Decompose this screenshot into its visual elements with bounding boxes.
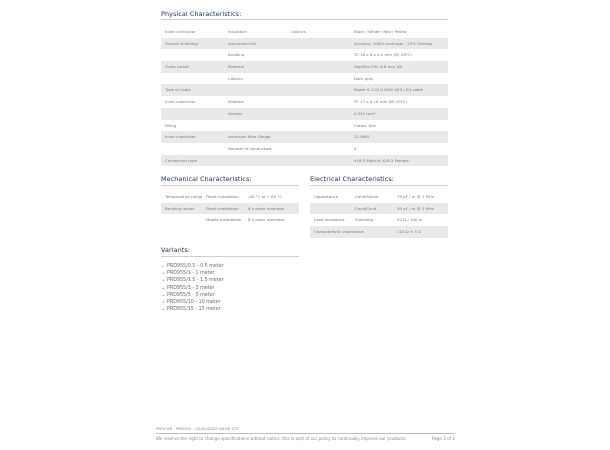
table-cell: 52 Ω / 100 m	[397, 217, 423, 223]
table-cell: Inner conductor	[165, 134, 196, 140]
table-cell: Highflex PVC 6.8 mm (Ø)	[354, 64, 403, 70]
list-item: • PRD955/1.5 - 1.5 meter	[162, 277, 224, 284]
table-row	[161, 96, 448, 108]
table-cell: American Wire Gauge	[228, 134, 271, 140]
physical-rule	[161, 19, 448, 20]
table-cell: Capacitance	[314, 194, 339, 199]
footer-doc-id: PROCAB - PRD955 - 02/02/2022 08:00 UTC	[156, 426, 240, 431]
table-row	[161, 214, 299, 226]
table-cell: Material	[228, 99, 244, 105]
table-cell: Cotton Yarn	[354, 122, 377, 128]
table-cell: 4	[354, 145, 357, 151]
table-row	[161, 108, 448, 120]
table-row	[310, 191, 448, 203]
table-cell: Aluminium foil	[228, 40, 257, 46]
table-cell: Inner conductor	[165, 99, 196, 105]
table-cell: Power & 110 Ω DMX AES / EQ cable	[354, 87, 423, 93]
table-cell: Braiding	[228, 52, 245, 58]
electrical-table	[310, 191, 448, 238]
table-row	[161, 155, 448, 167]
table-cell: TC 16 x 8 x 0.1 mm (Ø) (OFC)	[354, 52, 412, 58]
table-cell: Lead resistance	[314, 217, 345, 223]
table-cell: 0.342 mm²	[354, 110, 376, 116]
footer-page-number: Page 2 of 2	[432, 436, 455, 441]
table-row	[161, 26, 448, 38]
table-row	[161, 61, 448, 73]
table-cell: Insulation	[228, 29, 248, 34]
list-item: • PRD955/10 - 10 meter	[162, 299, 224, 306]
table-cell: Cond/Cond.	[355, 205, 378, 211]
table-cell: -40 °C to + 80 °C	[248, 194, 282, 199]
table-row	[161, 120, 448, 132]
table-cell: Mobile installation	[206, 217, 242, 223]
table-row	[161, 131, 448, 143]
variants-title: Variants:	[161, 246, 191, 254]
table-cell: Filling	[165, 122, 177, 128]
table-row	[161, 49, 448, 61]
footer-rule	[156, 433, 454, 434]
list-item: • PRD955/5 - 5 meter	[162, 292, 224, 299]
list-item: • PRD955/3 - 3 meter	[162, 285, 224, 292]
table-row	[161, 84, 448, 96]
table-row	[161, 191, 299, 203]
table-cell: Section	[228, 110, 243, 116]
table-row	[310, 226, 448, 238]
table-cell: 8 x outer diameter	[248, 217, 285, 223]
table-cell: Colours	[228, 75, 243, 81]
mechanical-rule	[161, 185, 299, 186]
table-row	[161, 203, 299, 215]
table-cell: Al-mylar, 100% coverage - 25% Overlap	[354, 40, 433, 46]
table-cell: 50 pF / m @ 1 MHz	[397, 205, 434, 211]
table-row	[310, 214, 448, 226]
electrical-rule	[310, 185, 448, 186]
table-cell: Connection type	[165, 157, 197, 163]
table-cell: Outer jacket	[165, 64, 189, 70]
variants-rule	[161, 256, 299, 257]
table-cell: Colours	[291, 29, 306, 34]
list-item: • PRD955/0.5 - 0.5 meter	[162, 263, 224, 270]
table-cell: 22 AWG	[354, 134, 370, 140]
list-item: • PRD955/15 - 15 meter	[162, 306, 224, 313]
table-row	[161, 73, 448, 85]
electrical-title: Electrical Characteristics:	[310, 175, 395, 183]
table-cell: 79 pF / m @ 1 MHz	[397, 194, 434, 199]
table-cell: Characteristic impedance	[314, 229, 364, 235]
table-cell: 110 Ω ± 3 Ω	[397, 229, 422, 235]
table-row	[161, 38, 448, 50]
table-cell: Type of cable	[165, 87, 191, 93]
table-cell: Dark grey	[354, 75, 374, 81]
table-cell: Fixed installation	[206, 194, 239, 199]
table-row	[310, 203, 448, 215]
table-cell: TC 17 x 0.16 mm (Ø) (OFC)	[354, 99, 407, 105]
mechanical-table	[161, 191, 299, 226]
physical-table	[161, 26, 448, 166]
table-cell: Temperature range	[165, 194, 203, 199]
table-cell: Cond/Shield	[355, 194, 379, 199]
table-cell: Fixed installation	[206, 205, 239, 211]
footer-note: We reserve the right to change specifications without notice, this is part of our policy to continually improve our products.	[156, 436, 407, 441]
table-cell: Black / White / Red / Yellow	[354, 29, 407, 34]
physical-title: Physical Characteristics:	[161, 10, 242, 18]
table-row	[161, 143, 448, 155]
table-cell: Inner conductor	[165, 29, 196, 34]
table-cell: Bending radius	[165, 205, 195, 211]
table-cell: 6 x outer diameter	[248, 205, 285, 211]
list-item: • PRD955/1 - 1 meter	[162, 270, 224, 277]
variants-list	[162, 263, 224, 313]
table-cell: XLR-5 Male to XLR-5 Female	[354, 157, 409, 163]
table-cell: Material	[228, 64, 244, 70]
table-cell: Overall shielding	[165, 40, 198, 46]
mechanical-title: Mechanical Characteristics:	[161, 175, 252, 183]
table-cell: Shielding	[355, 217, 373, 223]
table-cell: Number of conductors	[228, 145, 272, 151]
